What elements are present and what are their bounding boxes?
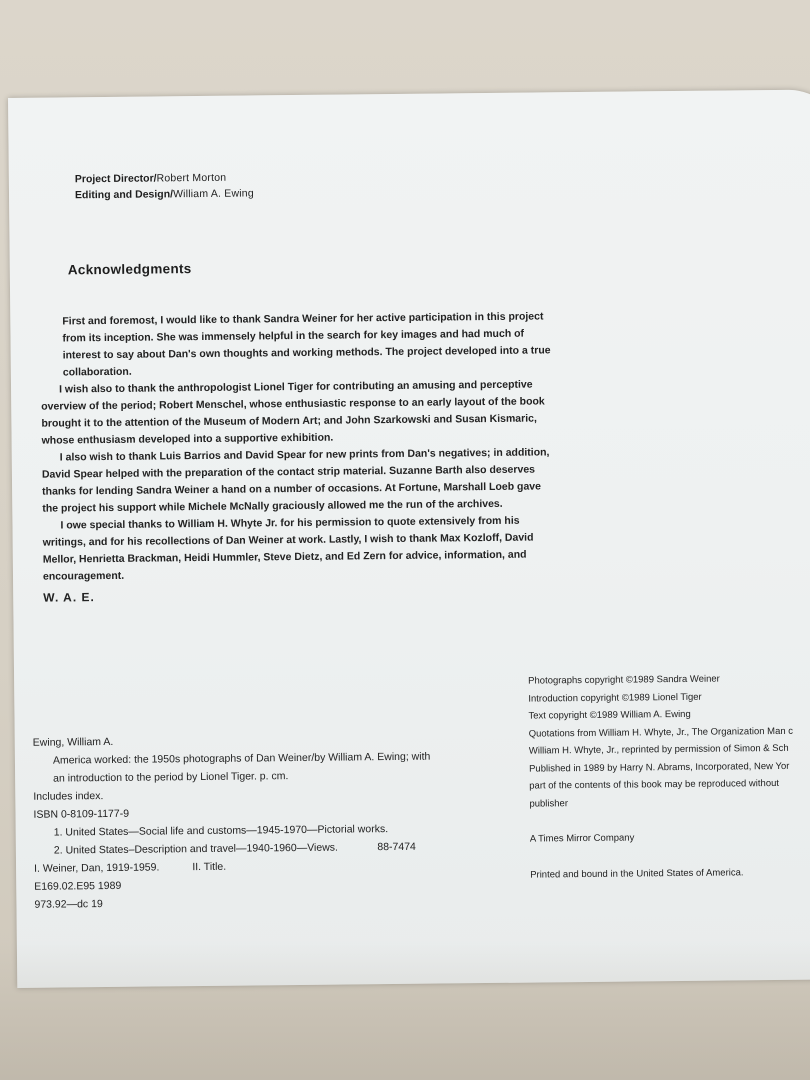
acknowledgments-body bbox=[40, 308, 553, 606]
editing-design-name: William A. Ewing bbox=[172, 187, 254, 201]
cip-added-entry: II. Title. bbox=[192, 860, 227, 874]
copyright-line: Quotations from William H. Whyte, Jr., The Organization Man c bbox=[528, 725, 794, 740]
cip-lc-number: E169.02.E95 1989 bbox=[34, 879, 122, 893]
project-director-line bbox=[75, 169, 254, 187]
ack-paragraph: First and foremost, I would like to thank Sandra Weiner for her active participation in this project from its inception. She was immensely helpful in the search for key images and had much of interest to say about Dan's own thoughts and working methods. The project developed into a true collaboration. bbox=[62, 310, 551, 379]
ack-paragraph: I also wish to thank Luis Barrios and David Spear for new prints from Dan's negatives; in addition, David Spear helped with the preparation of the contact strip material. Suzanne Barth also deserves thanks for lending Sandra Weiner a hand on a number of occasions. At Fortune, Marshall Loeb gave the project his support while Michele McNally graciously allowed me the run of the archives. bbox=[41, 446, 550, 515]
ack-paragraph: I wish also to thank the anthropologist Lionel Tiger for contributing an amusing and perceptive overview of the period; Robert Menschel, whose enthusiastic response to an early layout of the book brought it to the attention of the Museum of Modern Art; and John Szarkowski and Susan Kismaric, whose enthusiasm developed into a supportive exhibition. bbox=[41, 378, 545, 447]
editing-design-label: Editing and Design/ bbox=[74, 188, 174, 202]
copyright-printed: Printed and bound in the United States of America. bbox=[530, 866, 744, 881]
cip-author: Ewing, William A. bbox=[32, 735, 114, 749]
credits bbox=[75, 169, 254, 203]
ack-paragraph: I owe special thanks to William H. Whyte Jr. for his permission to quote extensively from his writings, and for his recollections of Dan Weiner at work. Lastly, I wish to thank Max Kozloff, David Mellor, Henrietta Brackman, Heidi Hummler, Steve Dietz, and Ed Zern for advice, information, and encouragement. bbox=[42, 514, 534, 583]
copyright-line: publisher bbox=[529, 797, 569, 810]
cip-catalog-number: 88-7474 bbox=[377, 840, 416, 854]
copyright-line: part of the contents of this book may be reproduced without bbox=[529, 777, 780, 792]
table-shadow bbox=[0, 940, 810, 1080]
project-director-label: Project Director/ bbox=[74, 172, 157, 186]
copyright-line: William H. Whyte, Jr., reprinted by permission of Simon & Sch bbox=[528, 742, 789, 757]
cip-added-entry: I. Weiner, Dan, 1919-1959. bbox=[34, 861, 160, 875]
cip-dewey: 973.92—dc 19 bbox=[34, 898, 103, 911]
copyright-block bbox=[528, 670, 810, 884]
copyright-line: Text copyright ©1989 William A. Ewing bbox=[528, 708, 691, 722]
cip-includes: Includes index. bbox=[33, 790, 104, 803]
cip-isbn: ISBN 0-8109-1177-9 bbox=[33, 807, 130, 821]
cip-subject: 1. United States—Social life and customs—1945-1970—Pictorial works. bbox=[53, 823, 389, 839]
cip-title-line: America worked: the 1950s photographs of Dan Weiner/by William A. Ewing; with bbox=[52, 750, 431, 767]
editing-design-line bbox=[75, 185, 254, 203]
cip-subject: 2. United States–Description and travel—1940-1960—Views. bbox=[53, 841, 338, 857]
project-director-name: Robert Morton bbox=[156, 171, 227, 185]
acknowledgments-title: Acknowledgments bbox=[67, 261, 192, 278]
signature: W. A. E. bbox=[43, 590, 95, 605]
cip-title-line: an introduction to the period by Lionel Tiger. p. cm. bbox=[53, 770, 289, 785]
copyright-line: Introduction copyright ©1989 Lionel Tiger bbox=[528, 691, 702, 705]
copyright-company: A Times Mirror Company bbox=[529, 832, 635, 845]
cataloging-in-publication bbox=[33, 729, 505, 914]
copyright-line: Photographs copyright ©1989 Sandra Weiner bbox=[528, 673, 720, 687]
copyright-line: Published in 1989 by Harry N. Abrams, Incorporated, New Yor bbox=[528, 760, 790, 775]
book-page bbox=[8, 89, 810, 988]
